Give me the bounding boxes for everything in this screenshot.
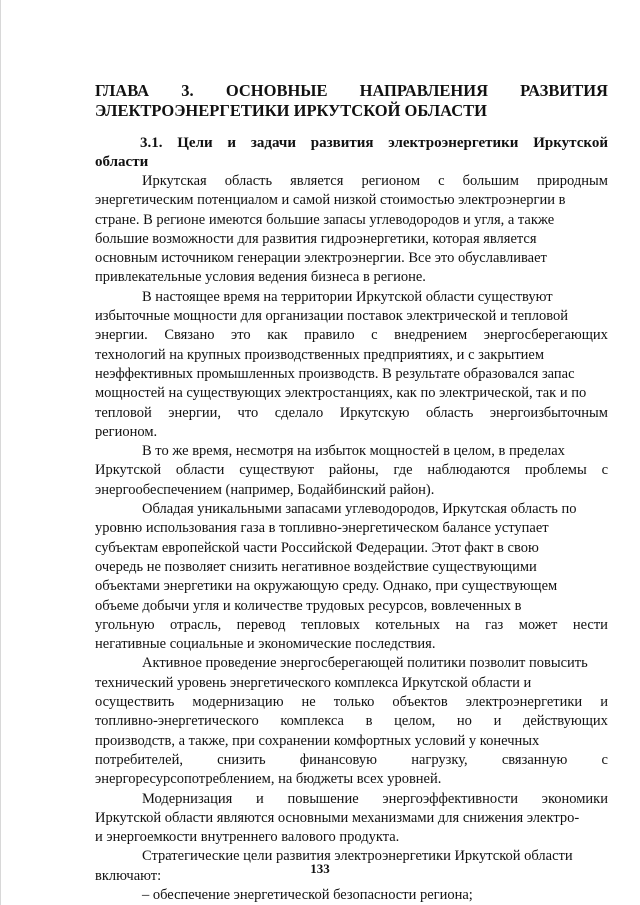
text-fragment: энергообеспечением (например, Бодайбинский район). [95, 481, 435, 498]
text-fragment: и [256, 790, 264, 807]
text-fragment: Активное проведение энергосберегающей политики позволит повысить [142, 655, 588, 672]
text-line [95, 809, 608, 828]
text-fragment: энергии. [95, 327, 148, 344]
text-fragment: избыточные мощности для организации поставок электрической и тепловой [95, 308, 569, 325]
text-line [95, 558, 608, 577]
text-fragment: регионом [361, 173, 421, 189]
text-fragment: область [224, 173, 273, 189]
text-fragment: и [493, 713, 502, 730]
text-fragment: нести [572, 616, 608, 633]
section-word: 3.1. [140, 135, 163, 151]
text-fragment: мощностей на существующих электростанциях, как по электрической, так и по [95, 385, 587, 402]
text-line [95, 461, 608, 480]
chapter-title-line-2: ЭЛЕКТРОЭНЕРГЕТИКИ ИРКУТСКОЙ ОБЛАСТИ [95, 101, 488, 120]
text-fragment: неэффективных промышленных производств. В результате образовался запас [95, 365, 575, 382]
text-fragment: правило [304, 327, 355, 344]
text-fragment: область [425, 404, 474, 421]
text-line [95, 635, 608, 654]
text-line [95, 828, 608, 847]
text-fragment: районы, [328, 462, 379, 479]
text-line [95, 654, 608, 673]
text-fragment: энергетическим потенциалом и самой низкой стоимостью электроэнергии в [95, 192, 566, 209]
paragraph [95, 442, 608, 500]
text-fragment: и [600, 694, 608, 711]
page-number: 133 [310, 861, 330, 876]
text-fragment: В настоящее время на территории Иркутской области существуют [142, 288, 553, 305]
section-title [95, 134, 608, 172]
section-word: Иркутской [533, 135, 608, 151]
text-line [95, 326, 608, 345]
section-word: электроэнергетики [388, 135, 519, 151]
text-fragment: это [231, 327, 251, 344]
text-fragment: – обеспечение энергетической безопасности региона; [142, 886, 473, 903]
paragraph [95, 790, 608, 848]
text-line [95, 404, 608, 423]
text-fragment: отрасль, [170, 616, 222, 633]
text-fragment: с [601, 751, 608, 768]
paragraph [95, 500, 608, 654]
text-fragment: объеме добычи угля и количестве трудовых ресурсов, вовлеченных в [95, 597, 522, 614]
text-fragment: тепловых [300, 616, 360, 633]
text-fragment: связанную [501, 751, 568, 768]
text-line [95, 268, 608, 287]
text-line [95, 191, 608, 210]
text-line [95, 616, 608, 635]
text-fragment: только [333, 694, 375, 711]
chapter-word: 3. [181, 81, 194, 100]
text-fragment: может [518, 616, 558, 633]
chapter-word: ГЛАВА [95, 81, 150, 100]
section-word: Цели [177, 135, 213, 151]
text-fragment: потребителей, [95, 751, 183, 768]
text-line [95, 307, 608, 326]
text-fragment: Иркутской области являются основными механизмами для снижения электро- [95, 809, 580, 826]
paragraph [95, 654, 608, 789]
section-word: задачи [250, 135, 296, 151]
text-fragment: что [237, 404, 259, 421]
text-fragment: угольную [95, 616, 155, 633]
text-fragment: объектами энергетики на окружающую среду. Однако, при существующем [95, 578, 558, 595]
text-fragment: с [601, 462, 608, 479]
text-fragment: производств, а также, при сохранении комфортных условий у конечных [95, 732, 540, 749]
text-fragment: Иркутскую [339, 404, 410, 421]
text-line [95, 886, 608, 905]
text-line [95, 500, 608, 519]
text-fragment: энергии, [168, 404, 222, 421]
text-line [95, 597, 608, 616]
text-fragment: на [455, 616, 470, 633]
text-line [95, 423, 608, 442]
section-title-line-1 [95, 134, 608, 153]
text-fragment: повышение [287, 790, 359, 807]
scan-edge [0, 0, 1, 905]
text-fragment: субъектам европейской части Российской Федерации. Этот факт в свою [95, 539, 539, 556]
text-fragment: комплекса [280, 713, 344, 730]
text-line [95, 346, 608, 365]
text-fragment: энергоэффективности [382, 790, 519, 807]
text-fragment: области [175, 462, 225, 479]
text-line [95, 442, 608, 461]
text-fragment: Иркутская [142, 173, 207, 189]
text-fragment: существуют [239, 462, 315, 479]
text-fragment: очередь не позволяет снизить негативное воздействие существующими [95, 558, 537, 575]
text-fragment: целом, [394, 713, 436, 730]
text-fragment: тепловой [95, 404, 152, 421]
text-fragment: как [267, 327, 288, 344]
text-fragment: но [456, 713, 472, 730]
text-fragment: уровню использования газа в топливно-энергетическом балансе уступает [95, 520, 549, 537]
text-fragment: снизить [217, 751, 266, 768]
text-fragment: с [371, 327, 378, 344]
chapter-word: РАЗВИТИЯ [520, 81, 608, 100]
text-fragment: Стратегические цели развития электроэнергетики Иркутской области [142, 848, 573, 865]
text-fragment: регионом. [95, 423, 158, 440]
text-fragment: финансовую [299, 751, 377, 768]
text-fragment: основным источником генерации электроэнергии. Все это обуславливает [95, 250, 547, 267]
text-line [95, 693, 608, 712]
text-fragment: стране. В регионе имеются большие запасы углеводородов и угля, а также [95, 211, 555, 228]
text-fragment: большим [462, 173, 519, 189]
text-fragment: и энергоемкости внутреннего валового продукта. [95, 829, 400, 846]
text-fragment: сделало [274, 404, 324, 421]
text-fragment: технологий на крупных производственных предприятиях, и с закрытием [95, 346, 545, 363]
text-fragment: не [301, 694, 316, 711]
text-fragment: привлекательные условия ведения бизнеса в регионе. [95, 269, 426, 286]
text-fragment: в [365, 713, 373, 730]
text-fragment: большие возможности для развития гидроэнергетики, которая является [95, 230, 537, 247]
text-fragment: перевод [236, 616, 286, 633]
text-line [95, 790, 608, 809]
chapter-title [95, 81, 608, 121]
text-fragment: В то же время, несмотря на избыток мощностей в целом, в пределах [142, 443, 565, 460]
text-fragment: природным [537, 173, 608, 189]
text-line [95, 481, 608, 500]
text-fragment: экономики [541, 790, 608, 807]
text-fragment: с [438, 173, 445, 189]
text-fragment: Иркутской [95, 462, 162, 479]
text-line [95, 770, 608, 789]
text-fragment: топливно-энергетического [95, 713, 259, 730]
body-text [95, 172, 608, 905]
text-line [95, 712, 608, 731]
chapter-word: НАПРАВЛЕНИЯ [359, 81, 488, 100]
text-fragment: энергоресурсопотреблением, на бюджеты всех уровней. [95, 771, 442, 788]
chapter-word: ОСНОВНЫЕ [225, 81, 328, 100]
text-fragment: Связано [164, 327, 215, 344]
text-line [95, 384, 608, 403]
paragraph [95, 886, 608, 905]
text-line [95, 577, 608, 596]
paragraph [95, 172, 608, 288]
text-fragment: проблемы [524, 462, 587, 479]
section-title-line-2: области [95, 154, 149, 170]
text-fragment: энергоизбыточным [489, 404, 608, 421]
text-fragment: внедрением [394, 327, 468, 344]
text-fragment: Обладая уникальными запасами углеводородов, Иркутская область по [142, 501, 577, 518]
section-word: и [227, 135, 237, 151]
text-line [95, 732, 608, 751]
text-line [95, 211, 608, 230]
text-fragment: объектов [392, 694, 448, 711]
text-fragment: Модернизация [142, 790, 233, 807]
section-word: развития [310, 135, 374, 151]
text-fragment: действующих [522, 713, 608, 730]
text-fragment: является [290, 173, 344, 189]
text-fragment: модернизацию [192, 694, 284, 711]
text-fragment: газ [485, 616, 504, 633]
text-fragment: энергосберегающих [483, 327, 608, 344]
chapter-title-line-1 [95, 81, 608, 101]
text-fragment: негативные социальные и экономические последствия. [95, 636, 436, 653]
text-fragment: электроэнергетики [465, 694, 583, 711]
text-fragment: котельных [375, 616, 441, 633]
text-fragment: осуществить [95, 694, 175, 711]
text-fragment: технический уровень энергетического комплекса Иркутской области и [95, 674, 532, 691]
text-fragment: где [393, 462, 413, 479]
text-fragment: нагрузку, [411, 751, 468, 768]
text-line [95, 172, 608, 191]
text-line [95, 365, 608, 384]
text-fragment: наблюдаются [427, 462, 511, 479]
text-line [95, 519, 608, 538]
text-line [95, 751, 608, 770]
text-line [95, 249, 608, 268]
text-line [95, 288, 608, 307]
text-line [95, 674, 608, 693]
text-line [95, 230, 608, 249]
paragraph [95, 288, 608, 442]
text-line [95, 539, 608, 558]
text-fragment: включают: [95, 867, 162, 884]
